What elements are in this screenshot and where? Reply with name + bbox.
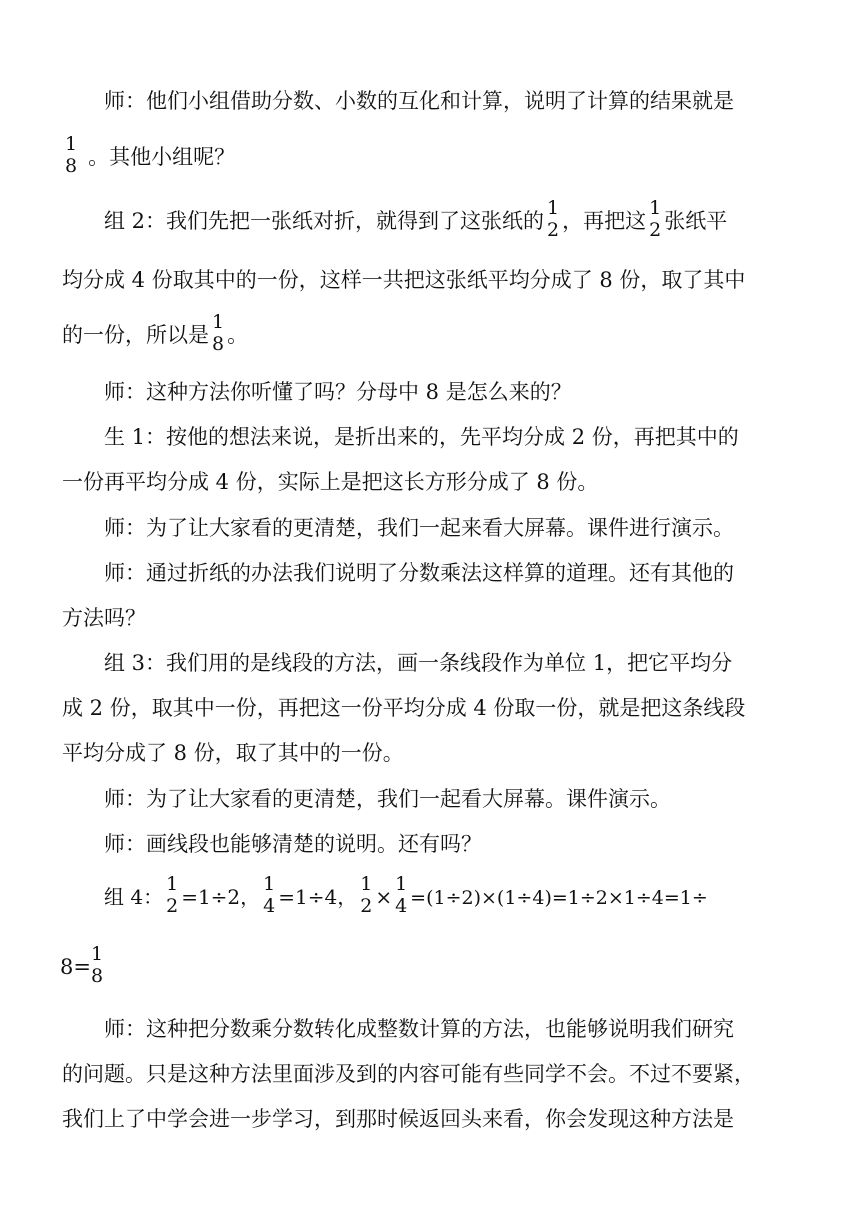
text: 师：他们小组借助分数、小数的互化和计算，说明了计算的结果就是: [104, 89, 734, 113]
text-line: [62, 821, 802, 867]
text: 师：这种方法你听懂了吗？分母中 8 是怎么来的？: [104, 380, 572, 404]
denominator: 4: [395, 894, 408, 917]
text-line: [62, 874, 802, 920]
denominator: 2: [649, 218, 662, 241]
text-line: [62, 505, 802, 551]
text-line: [62, 414, 802, 460]
fraction: [212, 311, 224, 355]
text: 组 3：我们用的是线段的方法，画一条线段作为单位 1，把它平均分: [104, 651, 733, 675]
text-line: [62, 198, 802, 244]
denominator: 2: [360, 894, 373, 917]
denominator: 8: [212, 332, 225, 355]
text-line: [62, 776, 802, 822]
text: 师：为了让大家看的更清楚，我们一起来看大屏幕。课件进行演示。: [104, 516, 734, 540]
fraction: [263, 873, 275, 917]
numerator: 1: [263, 872, 276, 895]
text: 师：为了让大家看的更清楚，我们一起看大屏幕。课件演示。: [104, 787, 671, 811]
fraction: [91, 943, 103, 987]
text: 均分成 4 份取其中的一份，这样一共把这张纸平均分成了 8 份，取了其中: [62, 268, 746, 292]
denominator: 2: [166, 894, 179, 917]
numerator: 1: [65, 132, 78, 155]
text-line: [62, 550, 802, 596]
text: ×: [375, 885, 393, 909]
text-line: [62, 1096, 802, 1142]
fraction: [166, 873, 178, 917]
text: 组 2：我们先把一张纸对折，就得到了这张纸的: [104, 209, 545, 233]
text: 我们上了中学会进一步学习，到那时候返回头来看，你会发现这种方法是: [62, 1107, 734, 1131]
text-line: [62, 730, 802, 776]
fraction: [395, 873, 407, 917]
text-line: [62, 312, 802, 358]
text-line: [62, 640, 802, 686]
text: 。其他小组呢？: [88, 145, 236, 169]
text-line: [62, 78, 802, 124]
text: 。: [227, 323, 249, 347]
text-line: [62, 1006, 802, 1052]
numerator: 1: [90, 942, 104, 965]
text: 方法吗？: [62, 606, 146, 630]
text: 组 4：: [104, 885, 164, 909]
fraction: [649, 197, 661, 241]
numerator: 1: [212, 310, 225, 333]
numerator: 1: [166, 872, 179, 895]
text: 的问题。只是这种方法里面涉及到的内容可能有些同学不会。不过不要紧，: [62, 1062, 755, 1086]
denominator: 4: [263, 894, 276, 917]
text: ，再把这: [562, 209, 647, 233]
text: 平均分成了 8 份，取了其中的一份。: [62, 741, 404, 765]
numerator: 1: [547, 196, 560, 219]
fraction: [360, 873, 372, 917]
text-line: [62, 595, 802, 641]
text: =(1÷2)×(1÷4)=1÷2×1÷4=1÷: [410, 887, 708, 909]
text: 生 1：按他的想法来说，是折出来的，先平均分成 2 份，再把其中的: [104, 425, 739, 449]
numerator: 1: [649, 196, 662, 219]
text-line: [60, 944, 800, 990]
fraction: [547, 197, 559, 241]
text-line: [62, 1051, 802, 1097]
text-line: [62, 459, 802, 505]
text: =1÷2，: [181, 885, 261, 909]
text: 师：通过折纸的办法我们说明了分数乘法这样算的道理。还有其他的: [104, 561, 734, 585]
text-line: [62, 257, 802, 303]
denominator: 2: [547, 218, 560, 241]
denominator: 8: [65, 154, 78, 177]
text: 师：画线段也能够清楚的说明。还有吗？: [104, 832, 482, 856]
numerator: 1: [360, 872, 373, 895]
text: 一份再平均分成 4 份，实际上是把这长方形分成了 8 份。: [62, 470, 599, 494]
text: 的一份，所以是: [62, 323, 209, 347]
text: =1÷4，: [278, 885, 358, 909]
text: 师：这种把分数乘分数转化成整数计算的方法，也能够说明我们研究: [104, 1017, 734, 1041]
text-line: [62, 685, 802, 731]
text: 成 2 份，取其中一份，再把这一份平均分成 4 份取一份，就是把这条线段: [62, 696, 746, 720]
text: 张纸平: [664, 209, 728, 233]
text-line: [62, 369, 802, 415]
numerator: 1: [395, 872, 408, 895]
text: 8=: [60, 955, 91, 979]
denominator: 8: [90, 964, 104, 987]
fraction: [65, 133, 77, 177]
text-line: [62, 134, 802, 180]
